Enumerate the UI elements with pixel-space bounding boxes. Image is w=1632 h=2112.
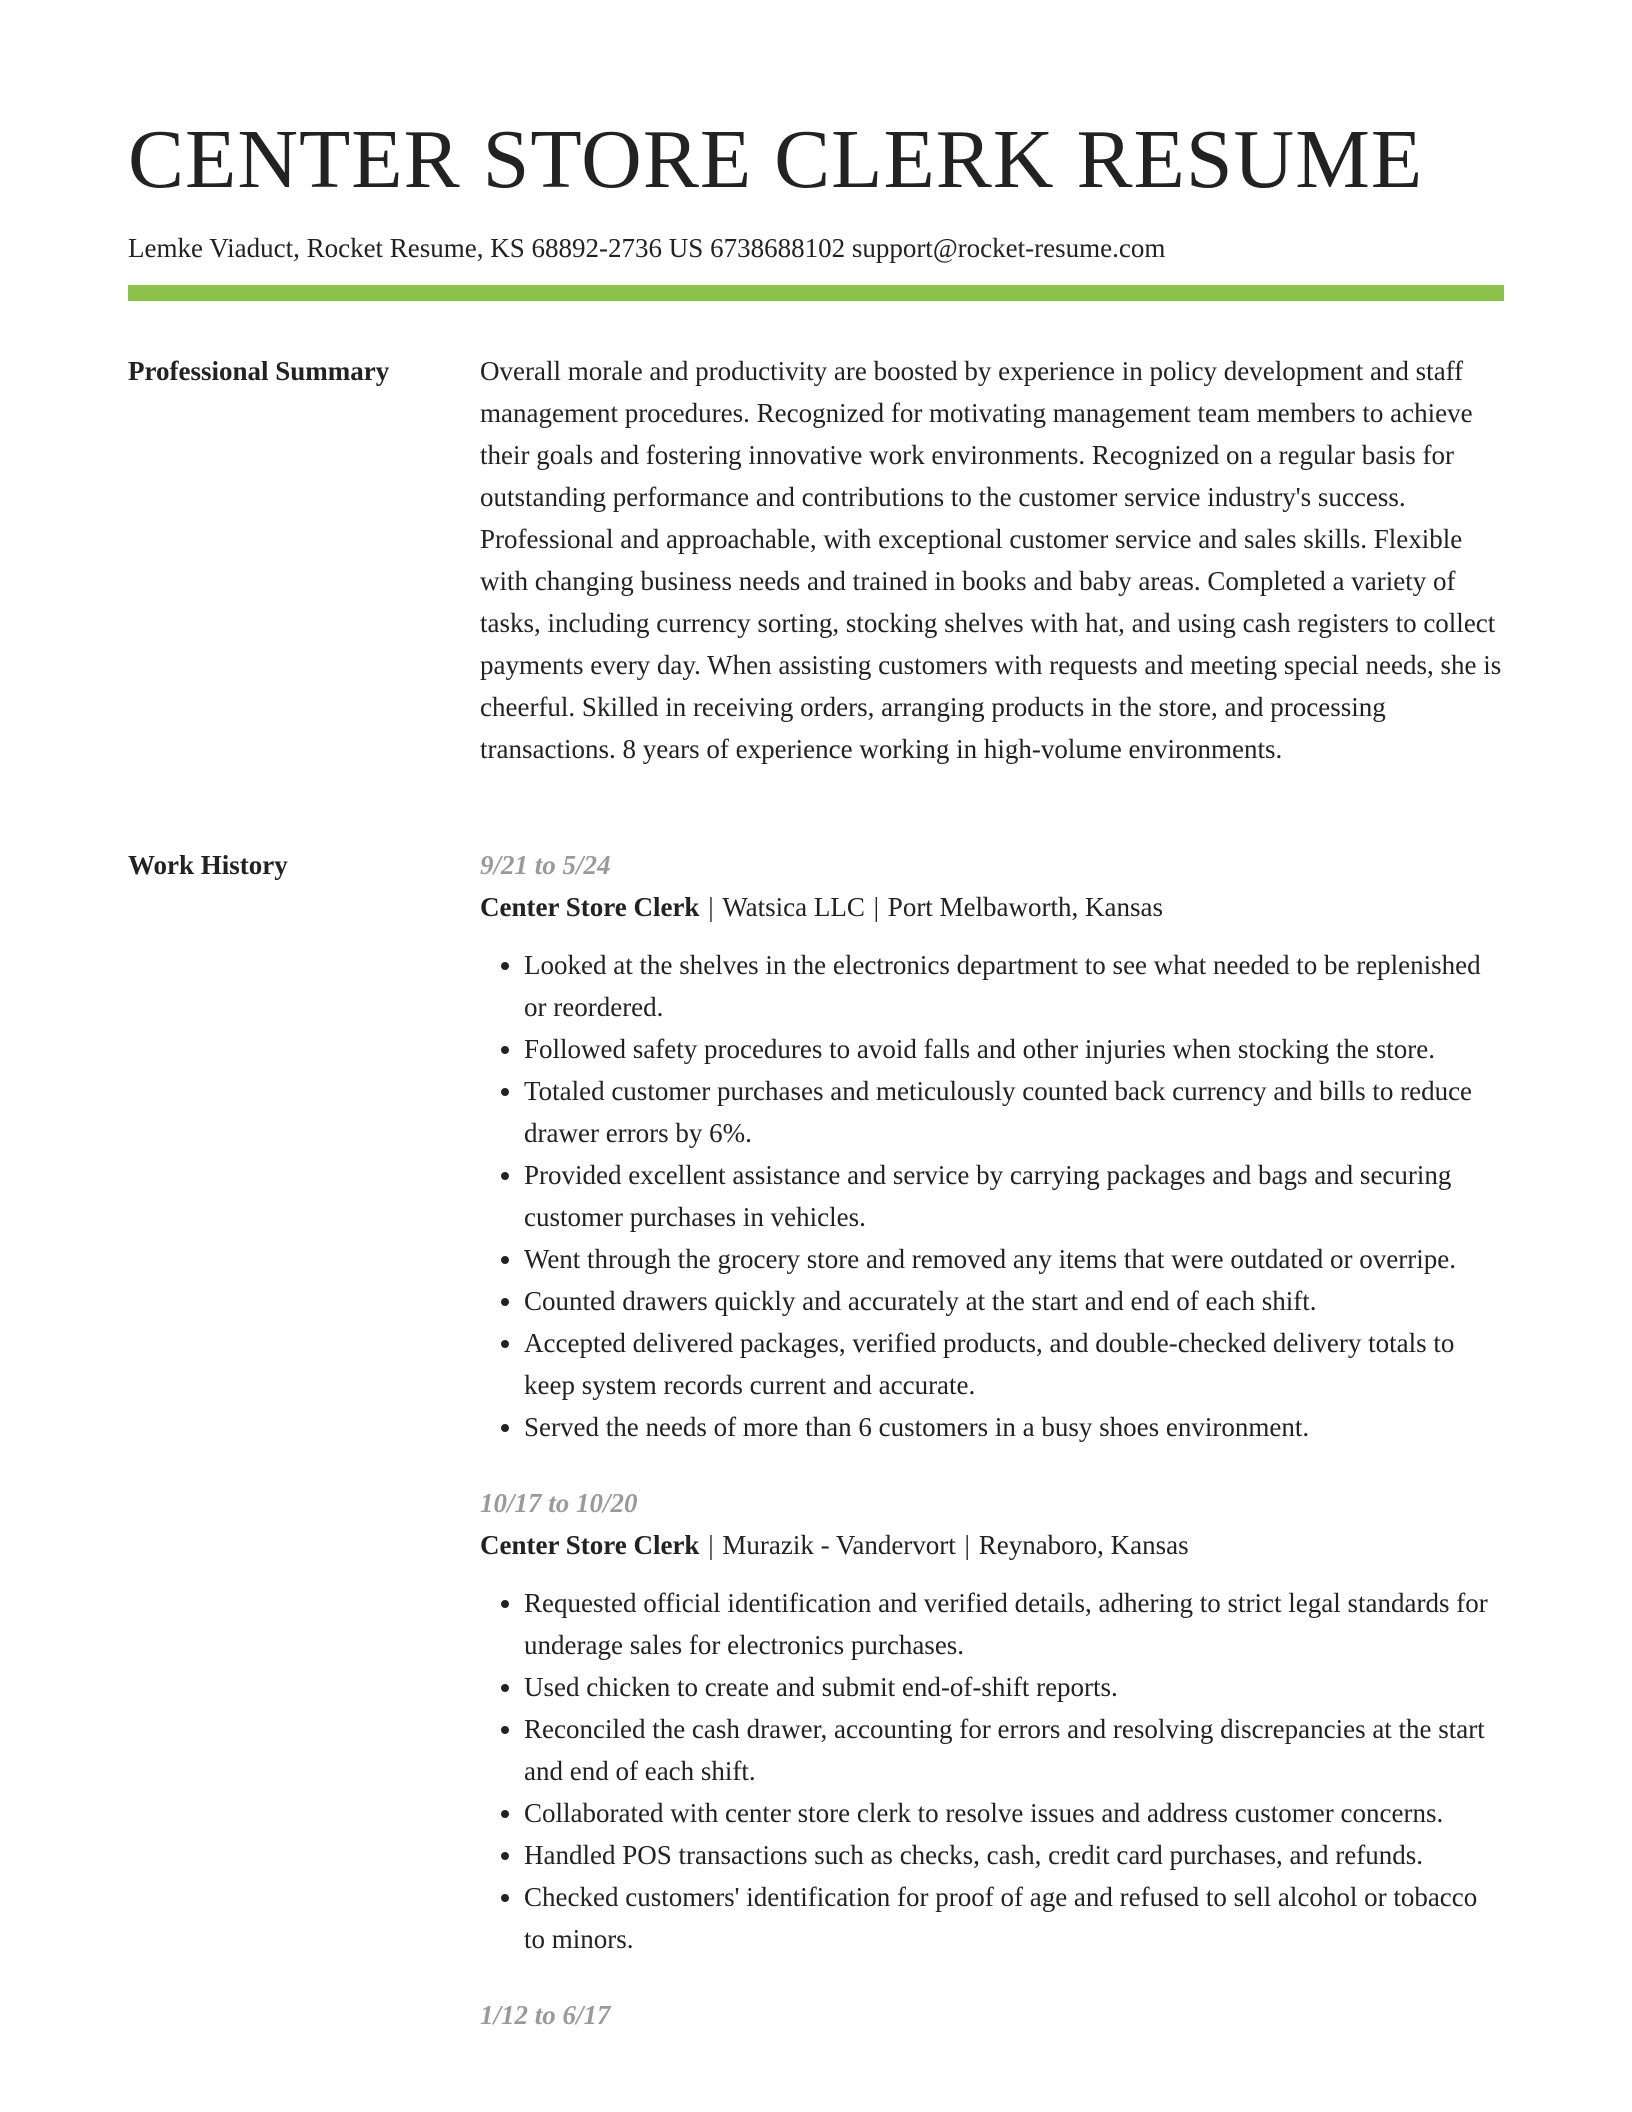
job-dates: 1/12 to 6/17	[480, 2000, 611, 2030]
resume-title: CENTER STORE CLERK RESUME	[128, 113, 1424, 206]
job-title: Center Store Clerk	[480, 1530, 700, 1560]
job-bullet: • Reconciled the cash drawer, accounting for errors and resolving discrepancies at the start and end of each shift.	[524, 1708, 1504, 1792]
separator: |	[701, 1530, 721, 1560]
job-company: Murazik - Vandervort	[722, 1530, 956, 1560]
job-bullets	[480, 1582, 1504, 1960]
job-title: Center Store Clerk	[480, 892, 700, 922]
job-bullet: • Requested official identification and verified details, adhering to strict legal standards for underage sales for electronics purchases.	[524, 1582, 1504, 1666]
contact-line	[128, 232, 1165, 264]
job-bullet: • Provided excellent assistance and service by carrying packages and bags and securing customer purchases in vehicles.	[524, 1154, 1504, 1238]
separator: |	[957, 1530, 977, 1560]
contact-phone: 6738688102	[710, 233, 846, 263]
job-bullet: • Handled POS transactions such as checks, cash, credit card purchases, and refunds.	[524, 1834, 1504, 1876]
job-entry	[480, 1994, 1504, 2036]
contact-email: support@rocket-resume.com	[851, 233, 1166, 263]
accent-divider	[128, 285, 1504, 301]
job-bullet: • Followed safety procedures to avoid falls and other injuries when stocking the store.	[524, 1028, 1504, 1070]
job-location: Port Melbaworth, Kansas	[887, 892, 1164, 922]
job-bullet: • Totaled customer purchases and meticulously counted back currency and bills to reduce drawer errors by 6%.	[524, 1070, 1504, 1154]
job-heading	[480, 1524, 1504, 1566]
job-bullet: • Went through the grocery store and removed any items that were outdated or overripe.	[524, 1238, 1504, 1280]
job-dates: 10/17 to 10/20	[480, 1488, 638, 1518]
summary-heading: Professional Summary	[128, 356, 390, 386]
job-bullet: • Served the needs of more than 6 customers in a busy shoes environment.	[524, 1406, 1504, 1448]
job-dates: 9/21 to 5/24	[480, 850, 611, 880]
job-entry	[480, 844, 1504, 1448]
separator: |	[701, 892, 721, 922]
job-bullet: • Collaborated with center store clerk to resolve issues and address customer concerns.	[524, 1792, 1504, 1834]
job-bullet: • Looked at the shelves in the electronics department to see what needed to be replenished or reordered.	[524, 944, 1504, 1028]
job-bullets	[480, 944, 1504, 1448]
job-company: Watsica LLC	[722, 892, 865, 922]
job-bullet: • Accepted delivered packages, verified products, and double-checked delivery totals to keep system records current and accurate.	[524, 1322, 1504, 1406]
job-bullet: • Counted drawers quickly and accurately at the start and end of each shift.	[524, 1280, 1504, 1322]
summary-body	[480, 350, 1504, 770]
job-bullet: • Checked customers' identification for proof of age and refused to sell alcohol or tobacco to minors.	[524, 1876, 1504, 1960]
summary-text: Overall morale and productivity are boosted by experience in policy development and staff management procedures. Recognized for motivating management team members to achieve their goals and fostering innovative work environments. Recognized on a regular basis for outstanding performance and contributions to the customer service industry's success. Professional and approachable, with exceptional customer service and sales skills. Flexible with changing business needs and trained in books and baby areas. Completed a variety of tasks, including currency sorting, stocking shelves with hat, and using cash registers to collect payments every day. When assisting customers with requests and meeting special needs, she is cheerful. Skilled in receiving orders, arranging products in the store, and processing transactions. 8 years of experience working in high-volume environments.	[480, 356, 1502, 764]
job-bullet: • Used chicken to create and submit end-of-shift reports.	[524, 1666, 1504, 1708]
work-history-heading: Work History	[128, 850, 288, 880]
work-history-body	[480, 844, 1504, 2070]
contact-address: Lemke Viaduct, Rocket Resume, KS 68892-2736 US	[128, 233, 704, 263]
separator: |	[866, 892, 886, 922]
job-heading	[480, 886, 1504, 928]
job-entry	[480, 1482, 1504, 1960]
job-location: Reynaboro, Kansas	[978, 1530, 1189, 1560]
